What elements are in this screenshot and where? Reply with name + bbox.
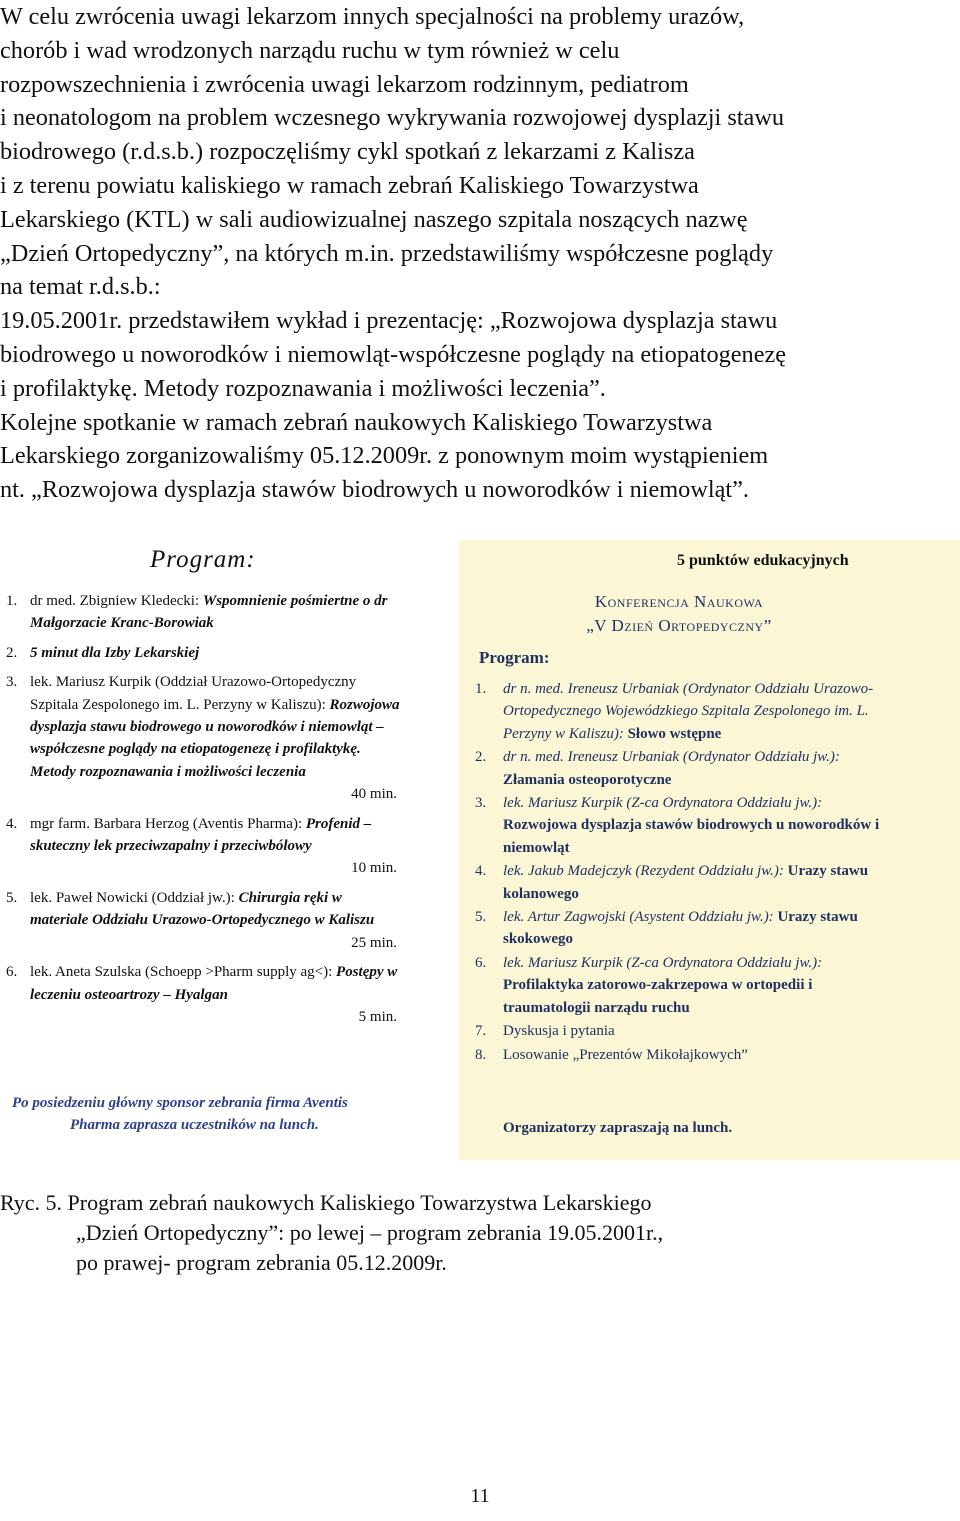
item-speaker: dr med. Zbigniew Kledecki: (30, 593, 203, 609)
lunch-note: Organizatorzy zapraszają na lunch. (503, 1120, 733, 1136)
item-number: 7. (475, 1023, 487, 1040)
sponsor-note (12, 1092, 402, 1136)
item-topic: Złamania osteoporotyczne (503, 771, 672, 788)
item-topic: Słowo wstępne (627, 725, 722, 742)
program-item (6, 590, 401, 635)
caption-line: „Dzień Ortopedyczny”: po lewej – program zebrania 19.05.2001r., (76, 1220, 664, 1245)
item-number: 3. (6, 674, 18, 691)
item-number: 2. (475, 749, 487, 766)
intro-line: biodrowego (r.d.s.b.) rozpoczęliśmy cykl spotkań z lekarzami z Kalisza (0, 138, 695, 166)
intro-line: Lekarskiego zorganizowaliśmy 05.12.2009r. z ponownym moim wystąpieniem (0, 442, 769, 470)
item-topic: Chirurgia ręki w materiale Oddziału Urazowo-Ortopedycznego w Kaliszu (30, 889, 375, 929)
item-speaker: lek. Mariusz Kurpik (Oddział Urazowo-Ortopedyczny Szpitala Zespolonego im. L. Perzyny w Kaliszu): (30, 674, 357, 713)
intro-text (0, 0, 960, 507)
program-item (475, 678, 895, 745)
item-duration: 10 min. (351, 860, 397, 877)
item-speaker: lek. Mariusz Kurpik (Z-ca Ordynatora Oddziału jw.): (503, 795, 823, 812)
item-number: 1. (475, 681, 487, 697)
conference-subtitle: „V Dzień Ortopedyczny” (586, 616, 772, 635)
item-topic: Postępy w leczeniu osteoartrozy – Hyalgan (30, 964, 398, 1003)
item-topic: Rozwojowa dysplazja stawu biodrowego u noworodków i niemowląt – współczesne poglądy na etiopatogenezę i profilaktykę. Metody rozpoznawania i możliwości leczenia (30, 696, 400, 780)
intro-line: „Dzień Ortopedyczny”, na których m.in. przedstawiliśmy współczesne poglądy (0, 239, 774, 267)
intro-line: nt. „Rozwojowa dysplazja stawów biodrowych u noworodków i niemowląt”. (0, 476, 750, 504)
program-list (475, 678, 895, 1067)
conference-title (459, 590, 899, 638)
intro-line: W celu zwrócenia uwagi lekarzom innych specjalności na problemy urazów, (0, 3, 745, 30)
intro-line: Lekarskiego (KTL) w sali audiowizualnej naszego szpitala noszących nazwę (0, 205, 748, 233)
item-number: 6. (6, 964, 18, 981)
program-2001-image (0, 540, 410, 1150)
item-topic: Urazy stawu kolanowego (503, 863, 869, 902)
item-number: 2. (6, 644, 18, 661)
program-item (6, 961, 401, 1028)
program-item (475, 746, 895, 791)
intro-line: i neonatologom na problem wczesnego wykrywania rozwojowej dysplazji stawu (0, 104, 785, 132)
item-speaker: dr n. med. Ireneusz Urbaniak (Ordynator Oddziału Urazowo-Ortopedycznego Wojewódzkiego Szpitala Zespolonego im. L. Perzyny w Kaliszu): (503, 681, 874, 742)
sponsor-line: Po posiedzeniu główny sponsor zebrania firma Aventis (12, 1095, 348, 1111)
intro-line: rozpowszechnienia i zwrócenia uwagi lekarzom rodzinnym, pediatrom (0, 70, 689, 98)
item-speaker: lek. Mariusz Kurpik (Z-ca Ordynatora Oddziału jw.): (503, 954, 823, 971)
item-topic: Urazy stawu skokowego (503, 909, 858, 948)
program-2009-image (459, 540, 960, 1160)
item-duration: 40 min. (351, 786, 397, 803)
item-number: 6. (475, 954, 487, 971)
item-topic: Wspomnienie pośmiertne o dr Małgorzacie Kranc-Borowiak (30, 593, 388, 632)
intro-line: Kolejne spotkanie w ramach zebrań naukowych Kaliskiego Towarzystwa (0, 408, 713, 436)
program-item (475, 906, 895, 951)
program-item (475, 1044, 895, 1066)
page-number: 11 (470, 1485, 490, 1507)
item-topic: Rozwojowa dysplazja stawów biodrowych u noworodków i niemowląt (503, 817, 880, 856)
item-speaker: dr n. med. Ireneusz Urbaniak (Ordynator Oddziału jw.): (503, 749, 840, 766)
item-speaker: lek. Jakub Madejczyk (Rezydent Oddziału jw.): (503, 863, 788, 880)
program-label: Program: (479, 648, 550, 667)
item-number: 5. (6, 889, 18, 906)
program-item (475, 1020, 895, 1042)
item-speaker: lek. Aneta Szulska (Schoepp >Pharm supply ag<): (30, 964, 337, 981)
item-number: 1. (6, 593, 18, 609)
conference-name: Konferencja Naukowa (594, 592, 764, 611)
item-topic: 5 minut dla Izby Lekarskiej (30, 644, 200, 661)
item-number: 4. (475, 863, 487, 880)
item-speaker: lek. Paweł Nowicki (Oddział jw.): (30, 889, 239, 906)
program-item (6, 671, 401, 805)
intro-line: i profilaktykę. Metody rozpoznawania i możliwości leczenia”. (0, 374, 606, 402)
program-item (6, 887, 401, 954)
program-item (6, 642, 401, 664)
intro-line: na temat r.d.s.b.: (0, 273, 161, 301)
item-duration: 25 min. (351, 934, 397, 951)
item-topic: Losowanie „Prezentów Mikołajkowych” (503, 1046, 748, 1063)
program-item (6, 813, 401, 880)
intro-line: 19.05.2001r. przedstawiłem wykład i prezentację: „Rozwojowa dysplazja stawu (0, 307, 778, 335)
item-speaker: mgr farm. Barbara Herzog (Aventis Pharma): (30, 815, 306, 832)
item-duration: 5 min. (358, 1008, 397, 1025)
item-number: 3. (475, 795, 487, 812)
item-topic: Profilaktyka zatorowo-zakrzepowa w ortopedii i traumatologii narządu ruchu (503, 977, 813, 1016)
item-number: 4. (6, 815, 18, 832)
item-number: 8. (475, 1046, 487, 1063)
program-item (475, 860, 895, 905)
figure-caption (0, 1188, 960, 1278)
intro-line: i z terenu powiatu kaliskiego w ramach zebrań Kaliskiego Towarzystwa (0, 171, 699, 199)
program-item (475, 952, 895, 1019)
caption-line: Ryc. 5. Program zebrań naukowych Kaliskiego Towarzystwa Lekarskiego (0, 1190, 652, 1215)
item-topic: Profenid – skuteczny lek przeciwzapalny i przeciwbólowy (30, 815, 372, 855)
item-number: 5. (475, 909, 487, 926)
intro-line: chorób i wad wrodzonych narządu ruchu w tym również w celu (0, 36, 620, 64)
program-item (475, 792, 895, 859)
sponsor-line: Pharma zaprasza uczestników na lunch. (70, 1117, 319, 1133)
intro-line: biodrowego u noworodków i niemowląt-współczesne poglądy na etiopatogenezę (0, 340, 787, 368)
education-points-badge: 5 punktów edukacyjnych (677, 552, 849, 569)
program-list (6, 590, 401, 1035)
item-speaker: lek. Artur Zagwojski (Asystent Oddziału jw.): (503, 909, 778, 926)
program-title: Program: (150, 546, 256, 573)
item-topic: Dyskusja i pytania (503, 1023, 615, 1040)
caption-line: po prawej- program zebrania 05.12.2009r. (76, 1250, 447, 1275)
